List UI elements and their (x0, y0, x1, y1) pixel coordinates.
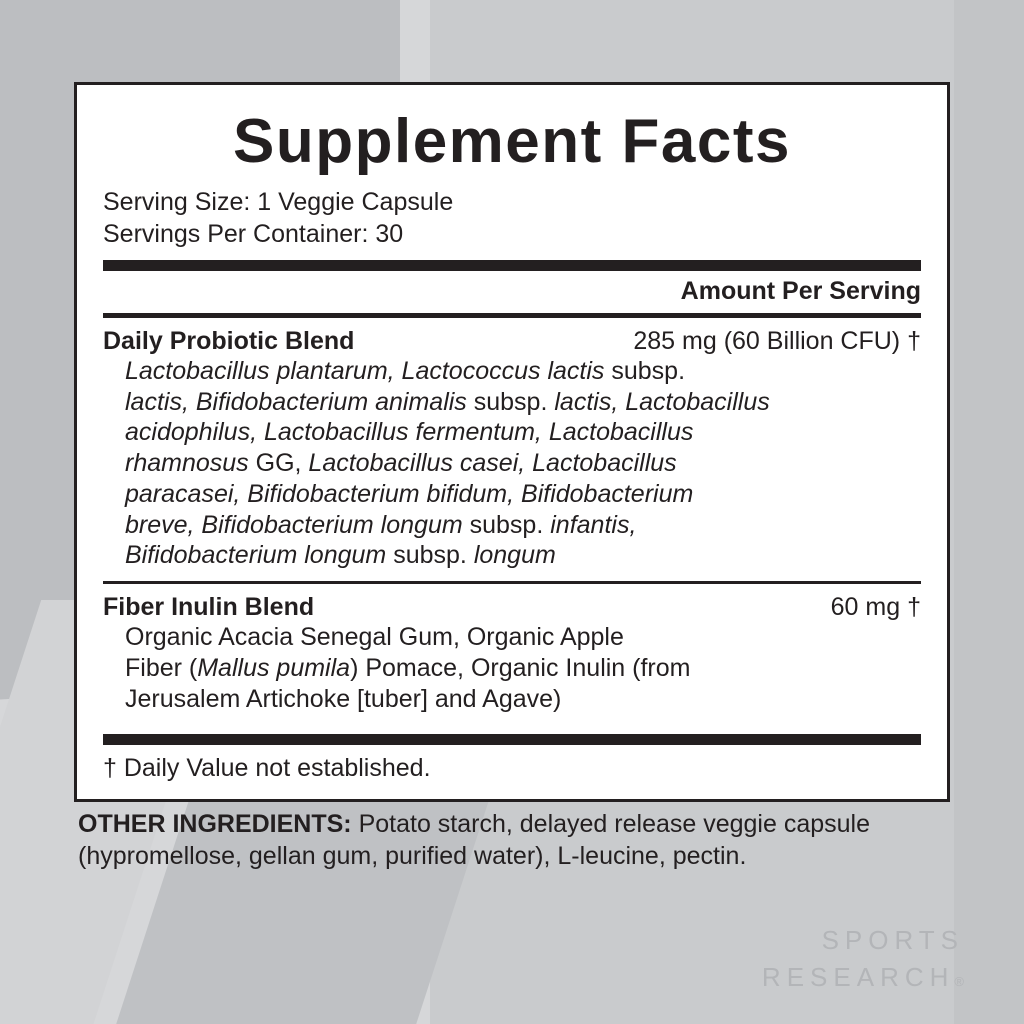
fiber-blend-name: Fiber Inulin Blend (103, 593, 315, 622)
brand-line-1: SPORTS (821, 925, 964, 956)
other-ingredients-heading: OTHER INGREDIENTS: (78, 810, 352, 838)
fiber-blend-header (103, 584, 921, 622)
brand-line-2-wrap (762, 959, 964, 996)
probiotic-line-4: rhamnosus (125, 449, 256, 478)
probiotic-line-5: paracasei, Bifidobacterium bifidum, Bifidobacterium (125, 479, 694, 508)
brand-line-2: RESEARCH (761, 962, 955, 993)
background-right-band (954, 0, 1024, 1024)
serving-size: Serving Size: 1 Veggie Capsule (103, 187, 454, 216)
fiber-blend-ingredients (103, 622, 921, 724)
brand-logo (762, 922, 964, 996)
probiotic-blend-ingredients (103, 356, 921, 581)
registered-trademark-icon: ® (954, 974, 964, 990)
probiotic-line-2: lactis, Bifidobacterium animalis (125, 387, 474, 416)
probiotic-blend-header (103, 318, 921, 356)
divider-thick-bottom (103, 734, 921, 745)
amount-per-serving-header: Amount Per Serving (680, 276, 921, 305)
probiotic-blend-amount: 285 mg (60 Billion CFU) † (633, 326, 921, 355)
fiber-line-1: Organic Acacia Senegal Gum, Organic Apple (125, 623, 624, 652)
other-ingredients (78, 808, 958, 872)
page-title: Supplement Facts (233, 107, 791, 176)
other-ingredients-line1: Potato starch, delayed release veggie capsule (351, 810, 871, 838)
fiber-line-3: Jerusalem Artichoke [tuber] and Agave) (125, 684, 562, 713)
probiotic-line-7b: longum (473, 541, 556, 570)
servings-per-container: Servings Per Container: 30 (103, 219, 404, 248)
supplement-facts-panel (74, 82, 950, 802)
divider-thick-top (103, 260, 921, 271)
fiber-line-2a: Fiber ( (125, 653, 198, 682)
probiotic-line-6b: infantis, (550, 510, 637, 539)
probiotic-line-1: Lactobacillus plantarum, Lactococcus lactis (125, 356, 612, 385)
probiotic-line-6-subsp: subsp. (469, 510, 551, 539)
probiotic-line-7: Bifidobacterium longum (125, 541, 394, 570)
probiotic-line-4-gg: GG, (255, 449, 309, 478)
probiotic-line-4b: Lactobacillus casei, Lactobacillus (308, 449, 677, 478)
daily-value-footnote: † Daily Value not established. (103, 754, 431, 783)
other-ingredients-line2: (hypromellose, gellan gum, purified water), L-leucine, pectin. (78, 842, 747, 870)
probiotic-line-2b: lactis, Lactobacillus (554, 387, 770, 416)
probiotic-line-7-subsp: subsp. (393, 541, 474, 570)
fiber-blend-amount: 60 mg † (830, 593, 921, 622)
probiotic-line-2-subsp: subsp. (473, 387, 555, 416)
probiotic-line-6: breve, Bifidobacterium longum (125, 510, 470, 539)
probiotic-line-3: acidophilus, Lactobacillus fermentum, Lactobacillus (125, 418, 694, 447)
fiber-line-2b: ) Pomace, Organic Inulin (from (350, 653, 691, 682)
probiotic-blend-name: Daily Probiotic Blend (103, 326, 355, 355)
probiotic-line-1-subsp: subsp. (611, 356, 686, 385)
fiber-line-2-italic: Mallus pumila (197, 653, 351, 682)
